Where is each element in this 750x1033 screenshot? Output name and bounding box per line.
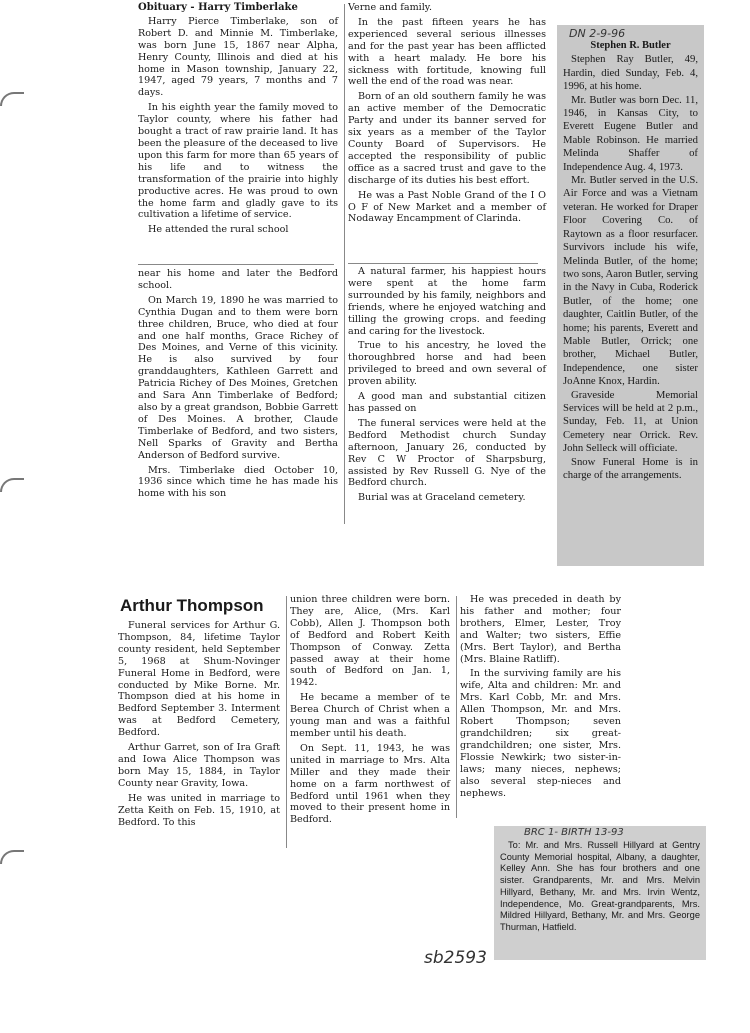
birth-clipping <box>494 826 706 960</box>
punch-hole-top <box>0 92 24 106</box>
harry-paragraph: True to his ancestry, he loved the thoroughbred horse and had been privileged to breed and own several of proven ability. <box>348 340 546 388</box>
harry-paragraph: In the past fifteen years he has experienced several serious illnesses and for the past year has been afflicted with a heart malady. He bore his sickness with fortitude, knowing full well the end of the road was near. <box>348 16 546 88</box>
arthur-paragraph: Arthur Garret, son of Ira Graft and Iowa Alice Thompson was born May 15, 1884, in Taylor County near Gravity, Iowa. <box>118 742 280 789</box>
punch-hole-middle <box>0 478 24 492</box>
arthur-title: Arthur Thompson <box>120 596 264 615</box>
birth-text: To: Mr. and Mrs. Russell Hillyard at Gentry County Memorial hospital, Albany, a daughter, Kelley Ann. She has four brothers and one sister. Grandparents, Mr. and Mrs. Melvin Hillyard, Bethany, Mr. and Mrs. Irvin Wentz, Independence, Mo. Great-grandparents, Mrs. Mildred Hillyard, Bethany, Mr. and Mrs. George Thurman, Hatfield. <box>500 840 700 932</box>
harry-paragraph: near his home and later the Bedford school. <box>138 268 338 291</box>
harry-column-rule <box>344 4 345 524</box>
butler-paragraph: Snow Funeral Home is in charge of the arrangements. <box>563 455 698 481</box>
butler-paragraph: Graveside Memorial Services will be held at 2 p.m., Sunday, Feb. 11, at Union Cemetery near Orrick. Rev. John Selleck will officiate. <box>563 388 698 455</box>
harry-paragraph: He was a Past Noble Grand of the I O O F of New Market and a member of Nodaway Encampment of Clarinda. <box>348 189 546 225</box>
harry-paragraph: On March 19, 1890 he was married to Cynthia Dugan and to them were born three children, Bruce, who died at four and one half months, Grace Richey of Des Moines, and Verne of this vicinity. He is also survived by four granddaughters, Kathleen Garrett and Patricia Richey of Des Moines, Gretchen and Sara Ann Timberlake of Bedford; also by a great grandson, Bobbie Garrett of Des Moines. A brother, Claude Timberlake of Bedford, and two sisters, Nell Sparks of Gravity and Bertha Anderson of Bedford survive. <box>138 294 338 461</box>
harry-paragraph: He attended the rural school <box>148 224 289 236</box>
page-note: sb2593 <box>424 948 487 968</box>
arthur-col1 <box>118 620 284 856</box>
punch-hole-bottom <box>0 850 24 864</box>
harry-paragraph: In his eighth year the family moved to Taylor county, where his father had bought a tract of raw prairie land. It has been the pleasure of the deceased to live upon this farm for more than 65 years of his life and to witness the transformation of the prairie into highly productive acres. He was proud to own the home farm and gladly gave to its cultivation a lifetime of service. <box>138 102 338 221</box>
arthur-paragraph: He became a member of te Berea Church of Christ when a young man and was a faithful member until his death. <box>290 692 450 739</box>
harry-col1 <box>138 2 342 260</box>
harry-divider <box>138 264 334 265</box>
arthur-paragraph: He was preceded in death by his father and mother; four brothers, Elmer, Lester, Troy and Walter; two sisters, Effie (Mrs. Bert Taylor), and Bertha (Mrs. Blaine Ratliff). <box>460 594 621 665</box>
harry-col2 <box>138 268 342 530</box>
harry-paragraph: A good man and substantial citizen has passed on <box>348 391 546 414</box>
harry-paragraph: Verne and family. <box>348 2 433 13</box>
butler-paragraph: Stephen Ray Butler, 49, Hardin, died Sunday, Feb. 4, 1996, at his home. <box>563 53 698 93</box>
arthur-paragraph: He was united in marriage to Zetta Keith on Feb. 15, 1910, at Bedford. To this <box>118 792 280 828</box>
harry-paragraph: The funeral services were held at the Bedford Methodist church Sunday afternoon, January 26, conducted by Rev C W Proctor of Sharpsburg, assisted by Rev Russell G. Nye of the Bedford church. <box>348 417 546 489</box>
arthur-paragraph: union three children were born. They are, Alice, (Mrs. Karl Cobb), Allen J. Thompson both of Bedford and Robert Keith Thompson of Conway. Zetta passed away at their home south of Bedford on Jan. 1, 1942. <box>290 594 450 689</box>
butler-clipping <box>557 25 704 566</box>
arthur-paragraph: In the surviving family are his wife, Alta and children: Mr. and Mrs. Karl Cobb, Mr. and Mrs. Allen Thompson, Mr. and Mrs. Robert Thompson; seven grandchildren; six great-grandchildren; one sister, Mrs. Flossie Newkirk; two sister-in-laws; many nieces, nephews; also several step-nieces and nephews. <box>460 668 621 799</box>
butler-paragraph: Mr. Butler was born Dec. 11, 1946, in Kansas City, to Everett Eugene Butler and Mable Robinson. He married Melinda Shaffer of Independence Aug. 4, 1973. <box>563 93 698 173</box>
arthur-col3 <box>460 594 625 820</box>
birth-handwritten-note: BRC 1- BIRTH 13-93 <box>524 827 624 838</box>
harry-divider <box>348 263 538 264</box>
butler-title: Stephen R. Butler <box>590 40 671 51</box>
harry-paragraph: Mrs. Timberlake died October 10, 1936 since which time he has made his home with his son <box>138 464 338 500</box>
arthur-paragraph: Funeral services for Arthur G. Thompson, 84, lifetime Taylor county resident, held September 5, 1968 at Shum-Novinger Funeral Home in Bedford, were conducted by Mike Borne. Mr. Thompson died at his home in Bedford September 3. Interment was at Bedford Cemetery, Bedford. <box>118 620 280 739</box>
arthur-paragraph: On Sept. 11, 1943, he was united in marriage to Mrs. Alta Miller and they made their home on a farm northwest of Bedford until 1961 when they moved to their present home in Bedford. <box>290 742 450 826</box>
harry-col4 <box>348 266 550 528</box>
harry-title: Obituary - Harry Timberlake <box>138 2 298 13</box>
harry-paragraph: Born of an old southern family he was an active member of the Democratic Party and under its banner served for six years as a member of the Taylor County Board of Supervisors. He accepted the responsibility of public office as a sacred trust and gave to the discharge of its duties his best effort. <box>348 91 546 186</box>
harry-col3 <box>348 2 550 260</box>
harry-paragraph: Burial was at Graceland cemetery. <box>358 492 526 504</box>
arthur-column-rule <box>286 596 287 848</box>
harry-paragraph: A natural farmer, his happiest hours were spent at the home farm surrounded by his family, neighbors and friends, where he enjoyed watching and tilling the growing crops. and feeding and caring for the livestock. <box>348 266 546 337</box>
butler-paragraph: Mr. Butler served in the U.S. Air Force and was a Vietnam veteran. He worked for Draper Floor Covering Co. of Raytown as a floor resurfacer. Survivors include his wife, Melinda Butler, of the home; two sons, Aaron Butler, serving in the Navy in Cuba, Roderick Butler, of the home; one daughter, Caitlin Butler, of the home; his parents, Everett and Mable Butler, Orrick; one brother, Michael Butler, Independence, one sister JoAnne Knox, Hardin. <box>563 174 698 388</box>
arthur-column-rule <box>456 596 457 818</box>
arthur-col2 <box>290 594 454 836</box>
harry-paragraph: Harry Pierce Timberlake, son of Robert D. and Minnie M. Timberlake, was born June 15, 1867 near Alpha, Henry County, Illinois and died at his home in Mason township, January 22, 1947, aged 79 years, 7 months and 7 days. <box>138 15 338 99</box>
butler-handwritten-date: DN 2-9-96 <box>569 27 626 40</box>
